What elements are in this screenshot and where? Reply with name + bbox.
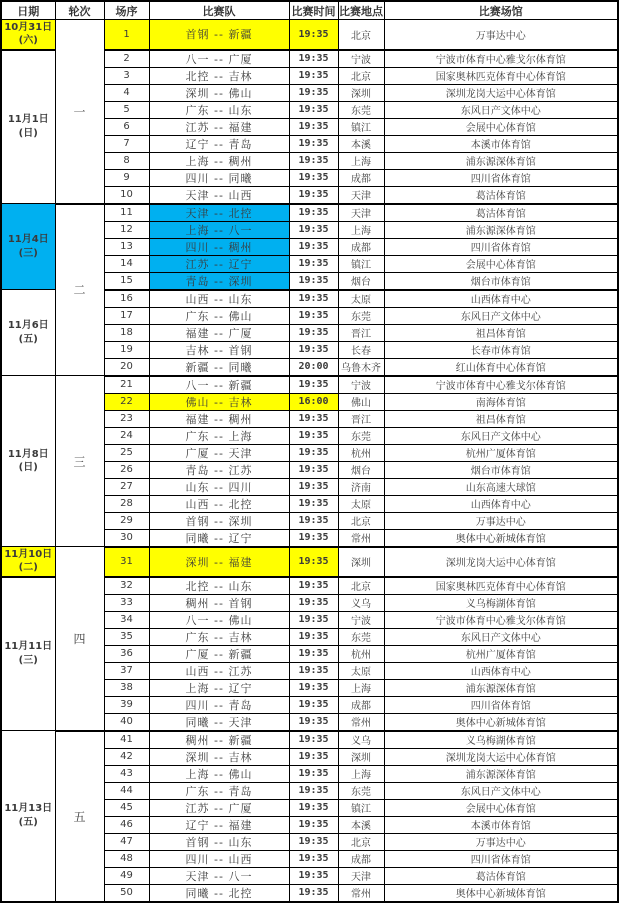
city-cell: 上海 [338, 152, 384, 169]
city-cell: 上海 [338, 679, 384, 696]
venue-cell: 奥体中心新城体育馆 [384, 884, 618, 902]
no-cell: 36 [104, 645, 149, 662]
time-cell: 19:35 [289, 696, 338, 713]
weekday-label: (日) [18, 127, 38, 139]
no-cell: 39 [104, 696, 149, 713]
venue-cell: 万事达中心 [384, 20, 618, 50]
time-cell: 19:35 [289, 84, 338, 101]
column-header-4: 比赛时间 [289, 1, 338, 20]
venue-cell: 山西体育中心 [384, 495, 618, 512]
match-row [1, 20, 618, 50]
city-cell: 宁波 [338, 50, 384, 68]
no-cell: 24 [104, 427, 149, 444]
city-cell: 济南 [338, 478, 384, 495]
time-cell: 19:35 [289, 799, 338, 816]
teams-cell: 上海 -- 佛山 [149, 765, 289, 782]
no-cell: 5 [104, 101, 149, 118]
teams-cell: 深圳 -- 福建 [149, 547, 289, 577]
date-label: 11月11日 [4, 641, 53, 653]
time-cell: 19:35 [289, 645, 338, 662]
time-cell: 19:35 [289, 272, 338, 290]
city-cell: 太原 [338, 290, 384, 308]
teams-cell: 天津 -- 北控 [149, 204, 289, 222]
city-cell: 义乌 [338, 731, 384, 749]
time-cell: 19:35 [289, 20, 338, 50]
teams-cell: 青岛 -- 江苏 [149, 461, 289, 478]
time-cell: 19:35 [289, 204, 338, 222]
teams-cell: 山西 -- 江苏 [149, 662, 289, 679]
time-cell: 19:35 [289, 290, 338, 308]
time-cell: 19:35 [289, 50, 338, 68]
venue-cell: 祖昌体育馆 [384, 324, 618, 341]
weekday-label: (三) [18, 654, 38, 666]
match-row [1, 376, 618, 394]
city-cell: 杭州 [338, 645, 384, 662]
venue-cell: 东风日产文体中心 [384, 307, 618, 324]
no-cell: 15 [104, 272, 149, 290]
date-cell [1, 290, 55, 376]
time-cell: 19:35 [289, 611, 338, 628]
time-cell: 19:35 [289, 512, 338, 529]
teams-cell: 江苏 -- 广厦 [149, 799, 289, 816]
column-header-1: 轮次 [55, 1, 104, 20]
venue-cell: 深圳龙岗大运中心体育馆 [384, 547, 618, 577]
venue-cell: 烟台市体育馆 [384, 461, 618, 478]
teams-cell: 四川 -- 同曦 [149, 169, 289, 186]
venue-cell: 国家奥林匹克体育中心体育馆 [384, 577, 618, 595]
time-cell: 19:35 [289, 731, 338, 749]
venue-cell: 奥体中心新城体育馆 [384, 529, 618, 547]
teams-cell: 佛山 -- 吉林 [149, 393, 289, 410]
city-cell: 北京 [338, 833, 384, 850]
time-cell: 19:35 [289, 547, 338, 577]
time-cell: 19:35 [289, 152, 338, 169]
city-cell: 太原 [338, 495, 384, 512]
no-cell: 16 [104, 290, 149, 308]
time-cell: 19:35 [289, 307, 338, 324]
time-cell: 19:35 [289, 238, 338, 255]
teams-cell: 深圳 -- 吉林 [149, 748, 289, 765]
teams-cell: 广厦 -- 天津 [149, 444, 289, 461]
table-body [1, 20, 618, 902]
time-cell: 19:35 [289, 427, 338, 444]
venue-cell: 南海体育馆 [384, 393, 618, 410]
time-cell: 19:35 [289, 410, 338, 427]
city-cell: 东莞 [338, 628, 384, 645]
no-cell: 33 [104, 594, 149, 611]
venue-cell: 东风日产文体中心 [384, 628, 618, 645]
time-cell: 19:35 [289, 577, 338, 595]
weekday-label: (二) [18, 562, 38, 574]
no-cell: 41 [104, 731, 149, 749]
no-cell: 32 [104, 577, 149, 595]
teams-cell: 天津 -- 八一 [149, 867, 289, 884]
city-cell: 上海 [338, 221, 384, 238]
time-cell: 19:35 [289, 628, 338, 645]
time-cell: 19:35 [289, 341, 338, 358]
venue-cell: 四川省体育馆 [384, 696, 618, 713]
venue-cell: 葛沽体育馆 [384, 867, 618, 884]
venue-cell: 本溪市体育馆 [384, 135, 618, 152]
city-cell: 常州 [338, 884, 384, 902]
time-cell: 20:00 [289, 358, 338, 376]
no-cell: 37 [104, 662, 149, 679]
no-cell: 14 [104, 255, 149, 272]
column-header-6: 比赛场馆 [384, 1, 618, 20]
teams-cell: 深圳 -- 佛山 [149, 84, 289, 101]
time-cell: 19:35 [289, 662, 338, 679]
city-cell: 镇江 [338, 799, 384, 816]
city-cell: 长春 [338, 341, 384, 358]
city-cell: 镇江 [338, 118, 384, 135]
venue-cell: 本溪市体育馆 [384, 816, 618, 833]
time-cell: 19:35 [289, 255, 338, 272]
time-cell: 16:00 [289, 393, 338, 410]
time-cell: 19:35 [289, 713, 338, 731]
time-cell: 19:35 [289, 867, 338, 884]
round-cell: 五 [55, 731, 104, 902]
teams-cell: 辽宁 -- 福建 [149, 816, 289, 833]
weekday-label: (六) [18, 35, 38, 47]
teams-cell: 广厦 -- 新疆 [149, 645, 289, 662]
city-cell: 北京 [338, 512, 384, 529]
time-cell: 19:35 [289, 324, 338, 341]
weekday-label: (三) [18, 247, 38, 259]
no-cell: 8 [104, 152, 149, 169]
teams-cell: 稠州 -- 新疆 [149, 731, 289, 749]
time-cell: 19:35 [289, 748, 338, 765]
time-cell: 19:35 [289, 529, 338, 547]
time-cell: 19:35 [289, 169, 338, 186]
city-cell: 成都 [338, 169, 384, 186]
city-cell: 杭州 [338, 444, 384, 461]
no-cell: 38 [104, 679, 149, 696]
no-cell: 18 [104, 324, 149, 341]
venue-cell: 杭州广厦体育馆 [384, 645, 618, 662]
teams-cell: 江苏 -- 辽宁 [149, 255, 289, 272]
round-cell: 二 [55, 204, 104, 376]
time-cell: 19:35 [289, 444, 338, 461]
teams-cell: 稠州 -- 首钢 [149, 594, 289, 611]
no-cell: 43 [104, 765, 149, 782]
city-cell: 北京 [338, 67, 384, 84]
city-cell: 深圳 [338, 547, 384, 577]
city-cell: 晋江 [338, 324, 384, 341]
city-cell: 乌鲁木齐 [338, 358, 384, 376]
venue-cell: 宁波市体育中心雅戈尔体育馆 [384, 611, 618, 628]
time-cell: 19:35 [289, 765, 338, 782]
time-cell: 19:35 [289, 221, 338, 238]
city-cell: 晋江 [338, 410, 384, 427]
no-cell: 47 [104, 833, 149, 850]
teams-cell: 同曦 -- 辽宁 [149, 529, 289, 547]
venue-cell: 深圳龙岗大运中心体育馆 [384, 748, 618, 765]
city-cell: 东莞 [338, 427, 384, 444]
time-cell: 19:35 [289, 67, 338, 84]
city-cell: 成都 [338, 238, 384, 255]
no-cell: 44 [104, 782, 149, 799]
no-cell: 20 [104, 358, 149, 376]
time-cell: 19:35 [289, 679, 338, 696]
city-cell: 镇江 [338, 255, 384, 272]
round-cell: 三 [55, 376, 104, 547]
teams-cell: 福建 -- 稠州 [149, 410, 289, 427]
city-cell: 天津 [338, 204, 384, 222]
date-label: 11月6日 [7, 320, 49, 331]
venue-cell: 红山体育中心体育馆 [384, 358, 618, 376]
city-cell: 深圳 [338, 84, 384, 101]
no-cell: 28 [104, 495, 149, 512]
teams-cell: 山东 -- 四川 [149, 478, 289, 495]
round-cell: 一 [55, 20, 104, 204]
column-header-3: 比赛队 [149, 1, 289, 20]
city-cell: 天津 [338, 186, 384, 204]
city-cell: 烟台 [338, 272, 384, 290]
teams-cell: 同曦 -- 天津 [149, 713, 289, 731]
venue-cell: 会展中心体育馆 [384, 255, 618, 272]
no-cell: 3 [104, 67, 149, 84]
city-cell: 太原 [338, 662, 384, 679]
venue-cell: 奥体中心新城体育馆 [384, 713, 618, 731]
no-cell: 30 [104, 529, 149, 547]
date-cell [1, 204, 55, 290]
city-cell: 本溪 [338, 135, 384, 152]
time-cell: 19:35 [289, 594, 338, 611]
time-cell: 19:35 [289, 135, 338, 152]
venue-cell: 深圳龙岗大运中心体育馆 [384, 84, 618, 101]
weekday-label: (日) [18, 462, 38, 473]
teams-cell: 首钢 -- 新疆 [149, 20, 289, 50]
city-cell: 东莞 [338, 101, 384, 118]
column-header-2: 场序 [104, 1, 149, 20]
no-cell: 26 [104, 461, 149, 478]
no-cell: 46 [104, 816, 149, 833]
city-cell: 常州 [338, 713, 384, 731]
time-cell: 19:35 [289, 782, 338, 799]
date-label: 11月4日 [7, 234, 49, 245]
no-cell: 49 [104, 867, 149, 884]
no-cell: 12 [104, 221, 149, 238]
teams-cell: 上海 -- 辽宁 [149, 679, 289, 696]
no-cell: 10 [104, 186, 149, 204]
teams-cell: 广东 -- 佛山 [149, 307, 289, 324]
city-cell: 北京 [338, 577, 384, 595]
venue-cell: 会展中心体育馆 [384, 799, 618, 816]
venue-cell: 山西体育中心 [384, 662, 618, 679]
round-cell: 四 [55, 547, 104, 731]
no-cell: 35 [104, 628, 149, 645]
teams-cell: 四川 -- 稠州 [149, 238, 289, 255]
teams-cell: 四川 -- 青岛 [149, 696, 289, 713]
venue-cell: 会展中心体育馆 [384, 118, 618, 135]
date-cell [1, 731, 55, 902]
venue-cell: 山西体育中心 [384, 290, 618, 308]
no-cell: 6 [104, 118, 149, 135]
venue-cell: 浦东源深体育馆 [384, 679, 618, 696]
date-cell [1, 50, 55, 204]
time-cell: 19:35 [289, 478, 338, 495]
teams-cell: 八一 -- 新疆 [149, 376, 289, 394]
table-header [1, 1, 618, 20]
venue-cell: 义乌梅湖体育馆 [384, 731, 618, 749]
venue-cell: 葛沽体育馆 [384, 186, 618, 204]
weekday-label: (五) [18, 333, 38, 345]
no-cell: 17 [104, 307, 149, 324]
teams-cell: 辽宁 -- 青岛 [149, 135, 289, 152]
venue-cell: 祖昌体育馆 [384, 410, 618, 427]
venue-cell: 杭州广厦体育馆 [384, 444, 618, 461]
teams-cell: 青岛 -- 深圳 [149, 272, 289, 290]
time-cell: 19:35 [289, 101, 338, 118]
match-row [1, 731, 618, 749]
time-cell: 19:35 [289, 186, 338, 204]
no-cell: 45 [104, 799, 149, 816]
venue-cell: 东风日产文体中心 [384, 101, 618, 118]
weekday-label: (五) [18, 816, 38, 828]
city-cell: 宁波 [338, 376, 384, 394]
no-cell: 40 [104, 713, 149, 731]
teams-cell: 八一 -- 广厦 [149, 50, 289, 68]
city-cell: 北京 [338, 20, 384, 50]
time-cell: 19:35 [289, 850, 338, 867]
date-label: 11月13日 [4, 803, 53, 815]
match-row [1, 204, 618, 222]
header-row [1, 1, 618, 20]
no-cell: 25 [104, 444, 149, 461]
city-cell: 佛山 [338, 393, 384, 410]
city-cell: 宁波 [338, 611, 384, 628]
city-cell: 本溪 [338, 816, 384, 833]
venue-cell: 葛沽体育馆 [384, 204, 618, 222]
teams-cell: 广东 -- 上海 [149, 427, 289, 444]
time-cell: 19:35 [289, 816, 338, 833]
teams-cell: 首钢 -- 深圳 [149, 512, 289, 529]
venue-cell: 四川省体育馆 [384, 238, 618, 255]
teams-cell: 上海 -- 稠州 [149, 152, 289, 169]
date-cell [1, 376, 55, 547]
teams-cell: 八一 -- 佛山 [149, 611, 289, 628]
no-cell: 11 [104, 204, 149, 222]
city-cell: 上海 [338, 765, 384, 782]
no-cell: 27 [104, 478, 149, 495]
time-cell: 19:35 [289, 461, 338, 478]
date-label: 11月1日 [7, 114, 49, 126]
no-cell: 7 [104, 135, 149, 152]
no-cell: 13 [104, 238, 149, 255]
city-cell: 深圳 [338, 748, 384, 765]
teams-cell: 吉林 -- 首钢 [149, 341, 289, 358]
city-cell: 常州 [338, 529, 384, 547]
teams-cell: 福建 -- 广厦 [149, 324, 289, 341]
teams-cell: 广东 -- 山东 [149, 101, 289, 118]
venue-cell: 浦东源深体育馆 [384, 221, 618, 238]
teams-cell: 上海 -- 八一 [149, 221, 289, 238]
column-header-0: 日期 [1, 1, 55, 20]
teams-cell: 新疆 -- 同曦 [149, 358, 289, 376]
date-cell [1, 577, 55, 731]
venue-cell: 浦东源深体育馆 [384, 765, 618, 782]
venue-cell: 长春市体育馆 [384, 341, 618, 358]
venue-cell: 烟台市体育馆 [384, 272, 618, 290]
city-cell: 烟台 [338, 461, 384, 478]
no-cell: 4 [104, 84, 149, 101]
venue-cell: 四川省体育馆 [384, 850, 618, 867]
column-header-5: 比赛地点 [338, 1, 384, 20]
date-cell [1, 20, 55, 50]
venue-cell: 义乌梅湖体育馆 [384, 594, 618, 611]
venue-cell: 山东高速大球馆 [384, 478, 618, 495]
teams-cell: 北控 -- 山东 [149, 577, 289, 595]
venue-cell: 宁波市体育中心雅戈尔体育馆 [384, 376, 618, 394]
venue-cell: 浦东源深体育馆 [384, 152, 618, 169]
time-cell: 19:35 [289, 118, 338, 135]
teams-cell: 四川 -- 山西 [149, 850, 289, 867]
date-label: 10月31日 [4, 21, 53, 33]
venue-cell: 四川省体育馆 [384, 169, 618, 186]
time-cell: 19:35 [289, 376, 338, 394]
date-label: 11月10日 [4, 548, 53, 560]
match-row [1, 547, 618, 577]
teams-cell: 北控 -- 吉林 [149, 67, 289, 84]
venue-cell: 万事达中心 [384, 512, 618, 529]
no-cell: 2 [104, 50, 149, 68]
teams-cell: 广东 -- 青岛 [149, 782, 289, 799]
no-cell: 22 [104, 393, 149, 410]
venue-cell: 东风日产文体中心 [384, 782, 618, 799]
city-cell: 东莞 [338, 782, 384, 799]
teams-cell: 江苏 -- 福建 [149, 118, 289, 135]
city-cell: 成都 [338, 696, 384, 713]
venue-cell: 国家奥林匹克体育中心体育馆 [384, 67, 618, 84]
no-cell: 1 [104, 20, 149, 50]
time-cell: 19:35 [289, 833, 338, 850]
teams-cell: 山西 -- 北控 [149, 495, 289, 512]
no-cell: 21 [104, 376, 149, 394]
teams-cell: 广东 -- 吉林 [149, 628, 289, 645]
no-cell: 48 [104, 850, 149, 867]
city-cell: 成都 [338, 850, 384, 867]
no-cell: 9 [104, 169, 149, 186]
no-cell: 23 [104, 410, 149, 427]
no-cell: 34 [104, 611, 149, 628]
venue-cell: 东风日产文体中心 [384, 427, 618, 444]
venue-cell: 万事达中心 [384, 833, 618, 850]
time-cell: 19:35 [289, 884, 338, 902]
time-cell: 19:35 [289, 495, 338, 512]
teams-cell: 同曦 -- 北控 [149, 884, 289, 902]
teams-cell: 天津 -- 山西 [149, 186, 289, 204]
city-cell: 天津 [338, 867, 384, 884]
teams-cell: 首钢 -- 山东 [149, 833, 289, 850]
city-cell: 义乌 [338, 594, 384, 611]
no-cell: 31 [104, 547, 149, 577]
no-cell: 19 [104, 341, 149, 358]
date-cell [1, 547, 55, 577]
no-cell: 42 [104, 748, 149, 765]
teams-cell: 山西 -- 山东 [149, 290, 289, 308]
no-cell: 50 [104, 884, 149, 902]
city-cell: 东莞 [338, 307, 384, 324]
no-cell: 29 [104, 512, 149, 529]
date-label: 11月8日 [7, 448, 49, 460]
venue-cell: 宁波市体育中心雅戈尔体育馆 [384, 50, 618, 68]
